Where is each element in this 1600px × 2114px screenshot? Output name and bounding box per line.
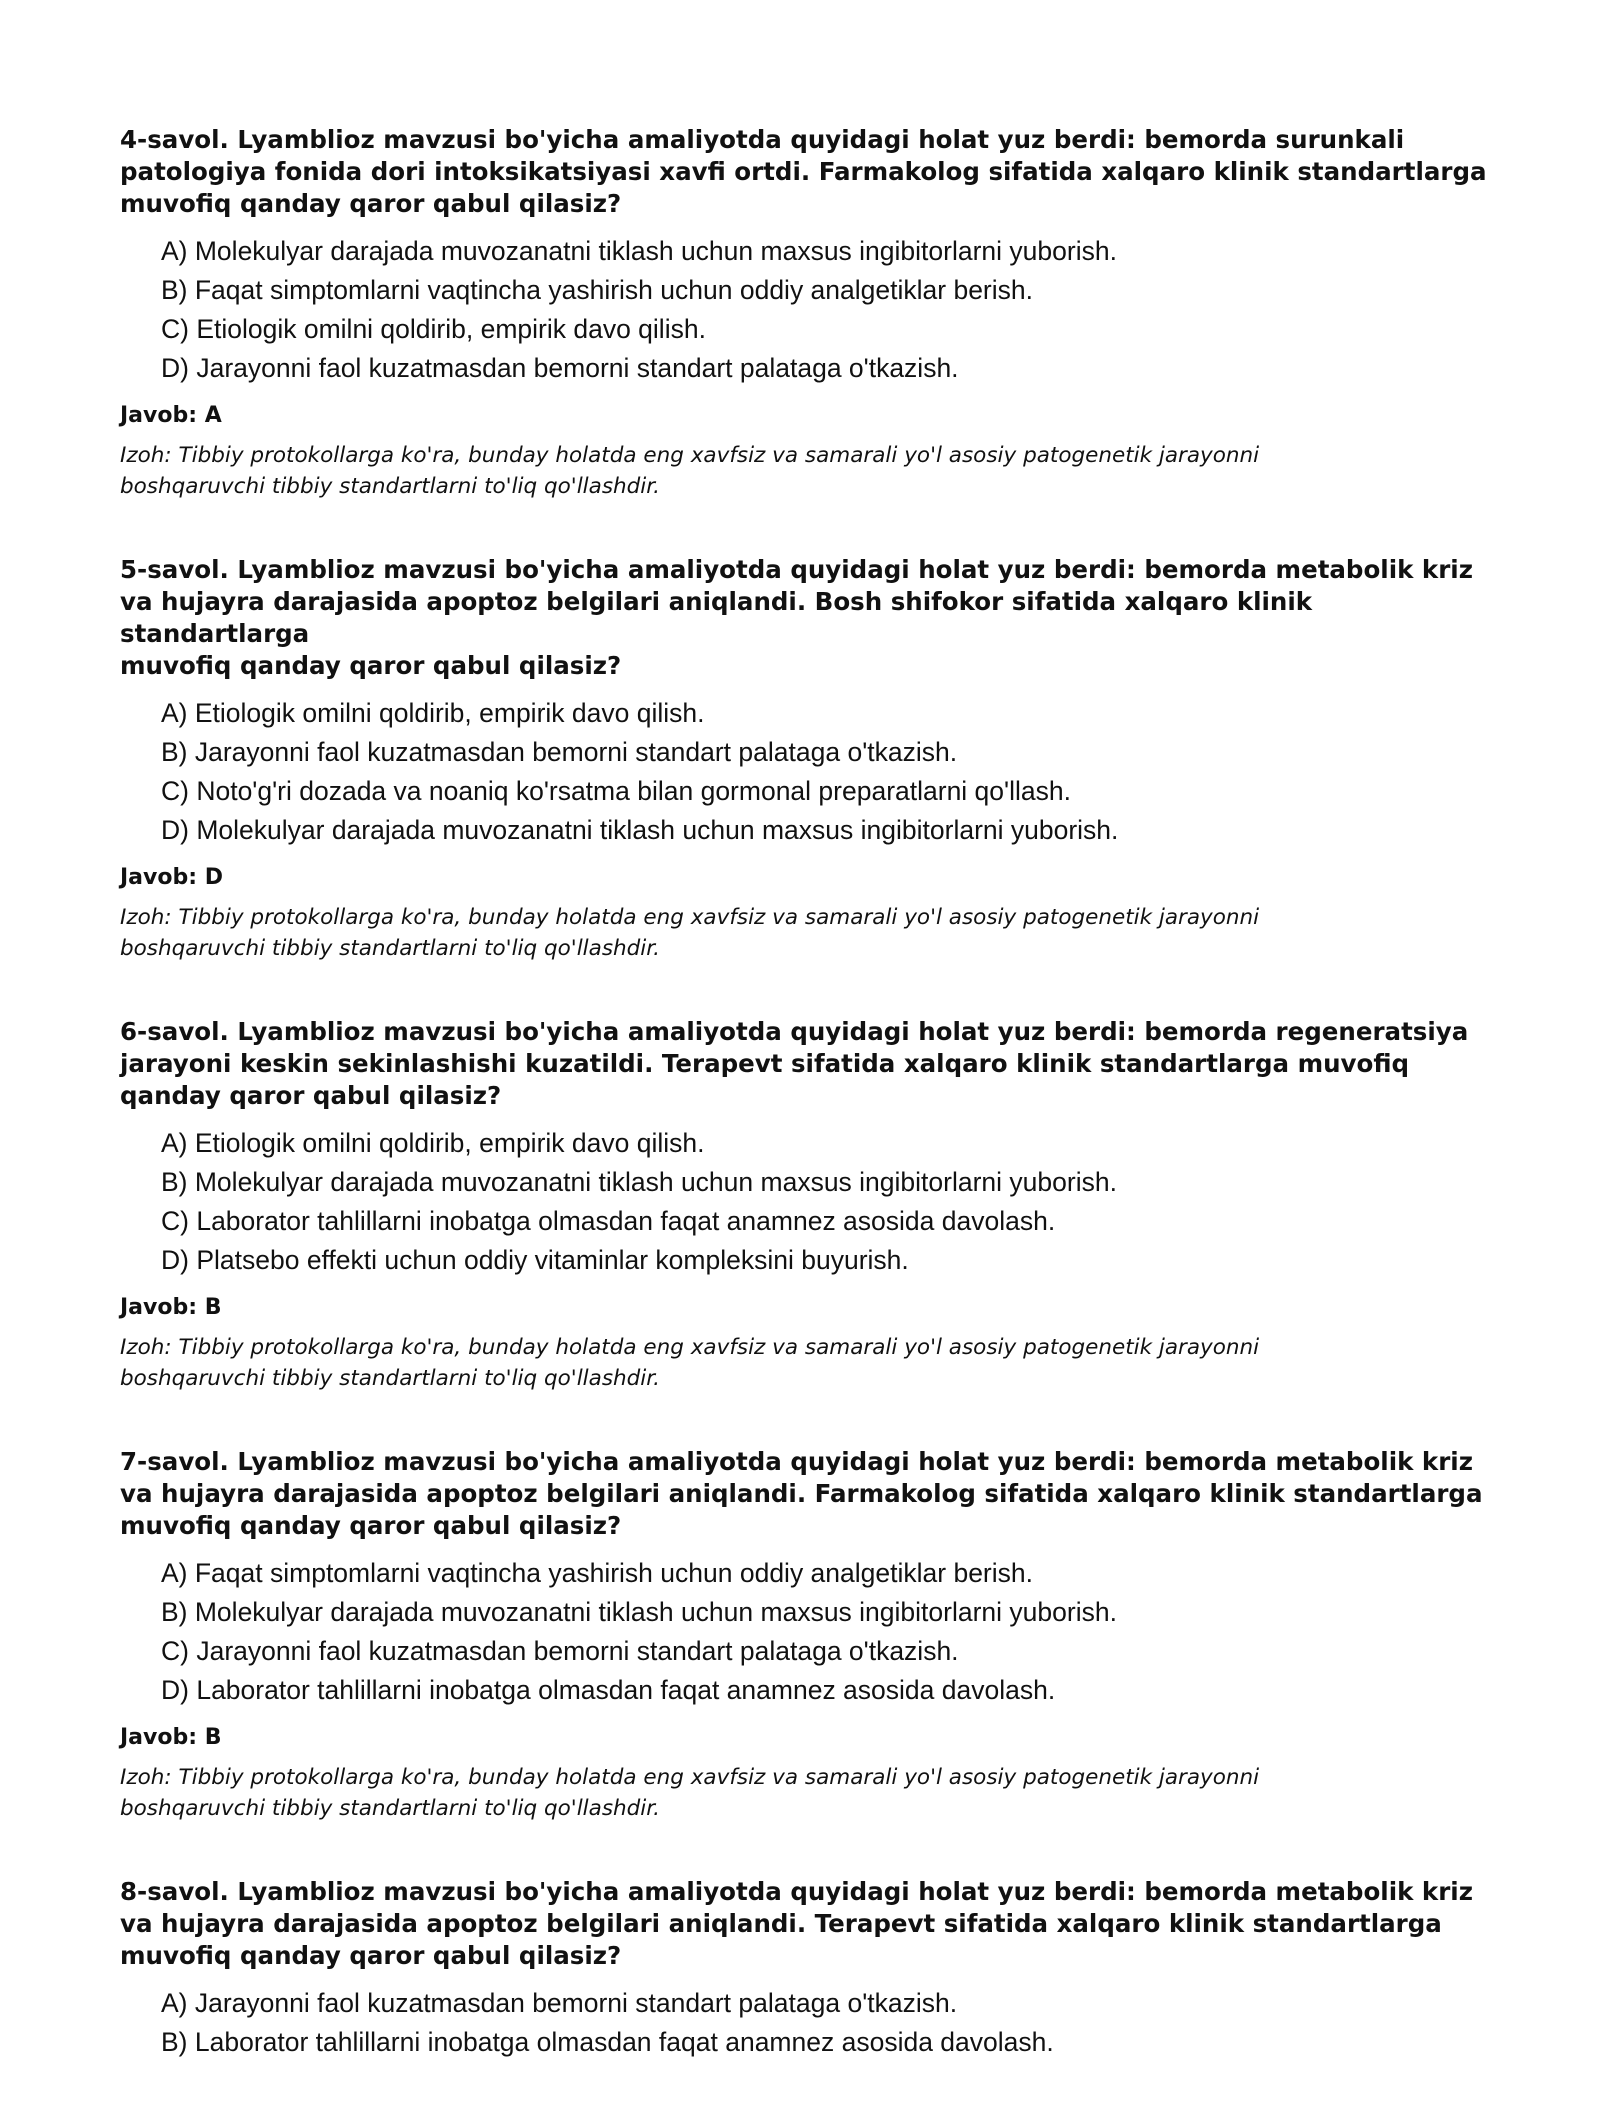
option-list <box>120 1124 1500 1280</box>
question-block <box>120 1876 1500 2062</box>
question-block <box>120 1446 1500 1824</box>
option-b: B) Jarayonni faol kuzatmasdan bemorni standart palataga o'tkazish. <box>161 737 958 767</box>
explanation-note: Izoh: Tibbiy protokollarga ko'ra, bunday holatda eng xavfsiz va samarali yo'l asosiy patogenetik jarayonni boshqaruvchi tibbiy standartlarni to'liq qo'llashdir. <box>120 1765 1260 1821</box>
question-text: 4-savol. Lyamblioz mavzusi bo'yicha amaliyotda quyidagi holat yuz berdi: bemorda surunkali patologiya fonida dori intoksikatsiyasi xavfi ortdi. Farmakolog sifatida xalqaro klinik standartlarga muvofiq qanday qaror qabul qilasiz? <box>120 125 1487 218</box>
question-block <box>120 554 1500 964</box>
document-body <box>120 124 1500 2114</box>
question-block <box>120 124 1500 502</box>
option-a: A) Molekulyar darajada muvozanatni tiklash uchun maxsus ingibitorlarni yuborish. <box>161 236 1117 266</box>
question-text: 8-savol. Lyamblioz mavzusi bo'yicha amaliyotda quyidagi holat yuz berdi: bemorda metabolik kriz va hujayra darajasida apoptoz belgilari aniqlandi. Terapevt sifatida xalqaro klinik standartlarga muvofiq qanday qaror qabul qilasiz? <box>120 1877 1473 1970</box>
option-c: C) Noto'g'ri dozada va noaniq ko'rsatma bilan gormonal preparatlarni qo'llash. <box>161 776 1071 806</box>
option-c: C) Jarayonni faol kuzatmasdan bemorni standart palataga o'tkazish. <box>161 1636 959 1666</box>
explanation-note: Izoh: Tibbiy protokollarga ko'ra, bunday holatda eng xavfsiz va samarali yo'l asosiy patogenetik jarayonni boshqaruvchi tibbiy standartlarni to'liq qo'llashdir. <box>120 443 1260 499</box>
question-text: 6-savol. Lyamblioz mavzusi bo'yicha amaliyotda quyidagi holat yuz berdi: bemorda regeneratsiya jarayoni keskin sekinlashishi kuzatildi. Terapevt sifatida xalqaro klinik standartlarga muvofiq qanday qaror qabul qilasiz? <box>120 1017 1469 1110</box>
answer-label: Javob: A <box>120 403 222 428</box>
option-c: C) Laborator tahlillarni inobatga olmasdan faqat anamnez asosida davolash. <box>161 1206 1056 1236</box>
option-d: D) Molekulyar darajada muvozanatni tiklash uchun maxsus ingibitorlarni yuborish. <box>161 815 1119 845</box>
option-a: A) Faqat simptomlarni vaqtincha yashirish uchun oddiy analgetiklar berish. <box>161 1558 1033 1588</box>
question-text: 7-savol. Lyamblioz mavzusi bo'yicha amaliyotda quyidagi holat yuz berdi: bemorda metabolik kriz va hujayra darajasida apoptoz belgilari aniqlandi. Farmakolog sifatida xalqaro klinik standartlarga muvofiq qanday qaror qabul qilasiz? <box>120 1447 1483 1540</box>
option-d: D) Jarayonni faol kuzatmasdan bemorni standart palataga o'tkazish. <box>161 353 959 383</box>
option-b: B) Laborator tahlillarni inobatga olmasdan faqat anamnez asosida davolash. <box>161 2027 1054 2057</box>
answer-label: Javob: B <box>120 1295 222 1320</box>
option-list <box>120 232 1500 388</box>
option-list <box>120 1554 1500 1710</box>
option-c: C) Etiologik omilni qoldirib, empirik davo qilish. <box>161 314 706 344</box>
option-a: A) Etiologik omilni qoldirib, empirik davo qilish. <box>161 698 705 728</box>
option-d: D) Laborator tahlillarni inobatga olmasdan faqat anamnez asosida davolash. <box>161 1675 1056 1705</box>
answer-label: Javob: D <box>120 865 223 890</box>
explanation-note: Izoh: Tibbiy protokollarga ko'ra, bunday holatda eng xavfsiz va samarali yo'l asosiy patogenetik jarayonni boshqaruvchi tibbiy standartlarni to'liq qo'llashdir. <box>120 905 1260 961</box>
option-list <box>120 694 1500 850</box>
option-b: B) Molekulyar darajada muvozanatni tiklash uchun maxsus ingibitorlarni yuborish. <box>161 1167 1117 1197</box>
option-b: B) Faqat simptomlarni vaqtincha yashirish uchun oddiy analgetiklar berish. <box>161 275 1033 305</box>
explanation-note: Izoh: Tibbiy protokollarga ko'ra, bunday holatda eng xavfsiz va samarali yo'l asosiy patogenetik jarayonni boshqaruvchi tibbiy standartlarni to'liq qo'llashdir. <box>120 1335 1260 1391</box>
question-text: 5-savol. Lyamblioz mavzusi bo'yicha amaliyotda quyidagi holat yuz berdi: bemorda metabolik kriz va hujayra darajasida apoptoz belgilari aniqlandi. Bosh shifokor sifatida xalqaro klinik standartlarga muvofiq qanday qaror qabul qilasiz? <box>120 555 1473 680</box>
option-a: A) Etiologik omilni qoldirib, empirik davo qilish. <box>161 1128 705 1158</box>
question-block <box>120 1016 1500 1394</box>
answer-label: Javob: B <box>120 1725 222 1750</box>
option-b: B) Molekulyar darajada muvozanatni tiklash uchun maxsus ingibitorlarni yuborish. <box>161 1597 1117 1627</box>
option-d: D) Platsebo effekti uchun oddiy vitaminlar kompleksini buyurish. <box>161 1245 909 1275</box>
option-a: A) Jarayonni faol kuzatmasdan bemorni standart palataga o'tkazish. <box>161 1988 958 2018</box>
option-list <box>120 1984 1500 2062</box>
